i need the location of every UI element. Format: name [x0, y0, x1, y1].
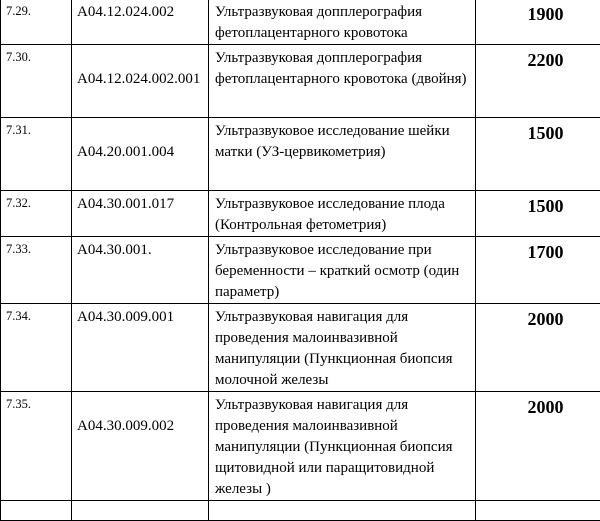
table-row	[1, 304, 600, 392]
table-cell-service-code	[72, 237, 209, 304]
service-number: 7.33.	[1, 237, 71, 257]
table-cell-service-number	[1, 304, 72, 392]
table-cell-service-code	[72, 45, 209, 118]
table-cell-service-name	[209, 304, 476, 392]
service-code: A04.30.001.	[72, 237, 208, 261]
service-code	[72, 501, 208, 504]
table-row	[1, 237, 600, 304]
table-cell-service-number	[1, 392, 72, 501]
table-cell-service-code	[72, 191, 209, 237]
table-cell-service-price	[476, 118, 600, 191]
service-price: 2000	[476, 392, 600, 418]
service-code: A04.30.009.001	[72, 304, 208, 328]
table-row	[1, 501, 600, 521]
table-cell-service-code	[72, 118, 209, 191]
table-cell-service-price	[476, 501, 600, 521]
table-cell-service-name	[209, 191, 476, 237]
table-cell-service-number	[1, 501, 72, 521]
service-number	[1, 501, 71, 505]
service-name: Ультразвуковая навигация для проведения малоинвазивной манипуляции (Пункционная биопсия молочной железы	[209, 304, 475, 391]
table-cell-service-price	[476, 304, 600, 392]
service-number: 7.31.	[1, 118, 71, 138]
table-cell-service-name	[209, 118, 476, 191]
table-cell-service-price	[476, 191, 600, 237]
table-cell-service-number	[1, 237, 72, 304]
service-name: Ультразвуковая допплерография фетоплацентарного кровотока	[209, 0, 475, 44]
service-number: 7.32.	[1, 191, 71, 211]
service-name: Ультразвуковое исследование плода (Контрольная фетометрия)	[209, 191, 475, 236]
service-price: 1900	[476, 0, 600, 25]
service-name: Ультразвуковая навигация для проведения малоинвазивной манипуляции (Пункционная биопсия щитовидной или паращитовидной железы )	[209, 392, 475, 500]
table-cell-service-code	[72, 0, 209, 45]
table-cell-service-name	[209, 501, 476, 521]
table-cell-service-price	[476, 45, 600, 118]
price-list-body	[1, 0, 600, 521]
table-cell-service-number	[1, 0, 72, 45]
table-cell-service-code	[72, 501, 209, 521]
table-row	[1, 392, 600, 501]
table-cell-service-code	[72, 392, 209, 501]
service-price: 1500	[476, 191, 600, 217]
service-number: 7.30.	[1, 45, 71, 65]
table-cell-service-price	[476, 0, 600, 45]
table-cell-service-price	[476, 237, 600, 304]
service-code: A04.30.001.017	[72, 191, 208, 215]
table-cell-service-code	[72, 304, 209, 392]
table-cell-service-price	[476, 392, 600, 501]
service-name: Ультразвуковая допплерография фетоплацентарного кровотока (двойня)	[209, 45, 475, 90]
service-price: 1500	[476, 118, 600, 144]
table-cell-service-number	[1, 45, 72, 118]
service-number: 7.29.	[1, 0, 71, 19]
table-row	[1, 45, 600, 118]
service-name: Ультразвуковое исследование при беременности – краткий осмотр (один параметр)	[209, 237, 475, 303]
table-row	[1, 118, 600, 191]
table-cell-service-name	[209, 237, 476, 304]
service-price: 1700	[476, 237, 600, 263]
service-name: Ультразвуковое исследование шейки матки (УЗ-цервикометрия)	[209, 118, 475, 163]
table-cell-service-name	[209, 0, 476, 45]
table-cell-service-number	[1, 191, 72, 237]
table-row	[1, 0, 600, 45]
service-price: 2000	[476, 304, 600, 330]
table-cell-service-name	[209, 45, 476, 118]
service-code: A04.30.009.002	[72, 392, 208, 437]
service-price	[476, 501, 600, 505]
service-name	[209, 501, 475, 504]
table-cell-service-number	[1, 118, 72, 191]
service-price: 2200	[476, 45, 600, 71]
service-code: A04.12.024.002	[72, 0, 208, 23]
service-code: A04.12.024.002.001	[72, 45, 208, 90]
table-cell-service-name	[209, 392, 476, 501]
service-number: 7.34.	[1, 304, 71, 324]
service-number: 7.35.	[1, 392, 71, 412]
table-row	[1, 191, 600, 237]
service-code: A04.20.001.004	[72, 118, 208, 163]
